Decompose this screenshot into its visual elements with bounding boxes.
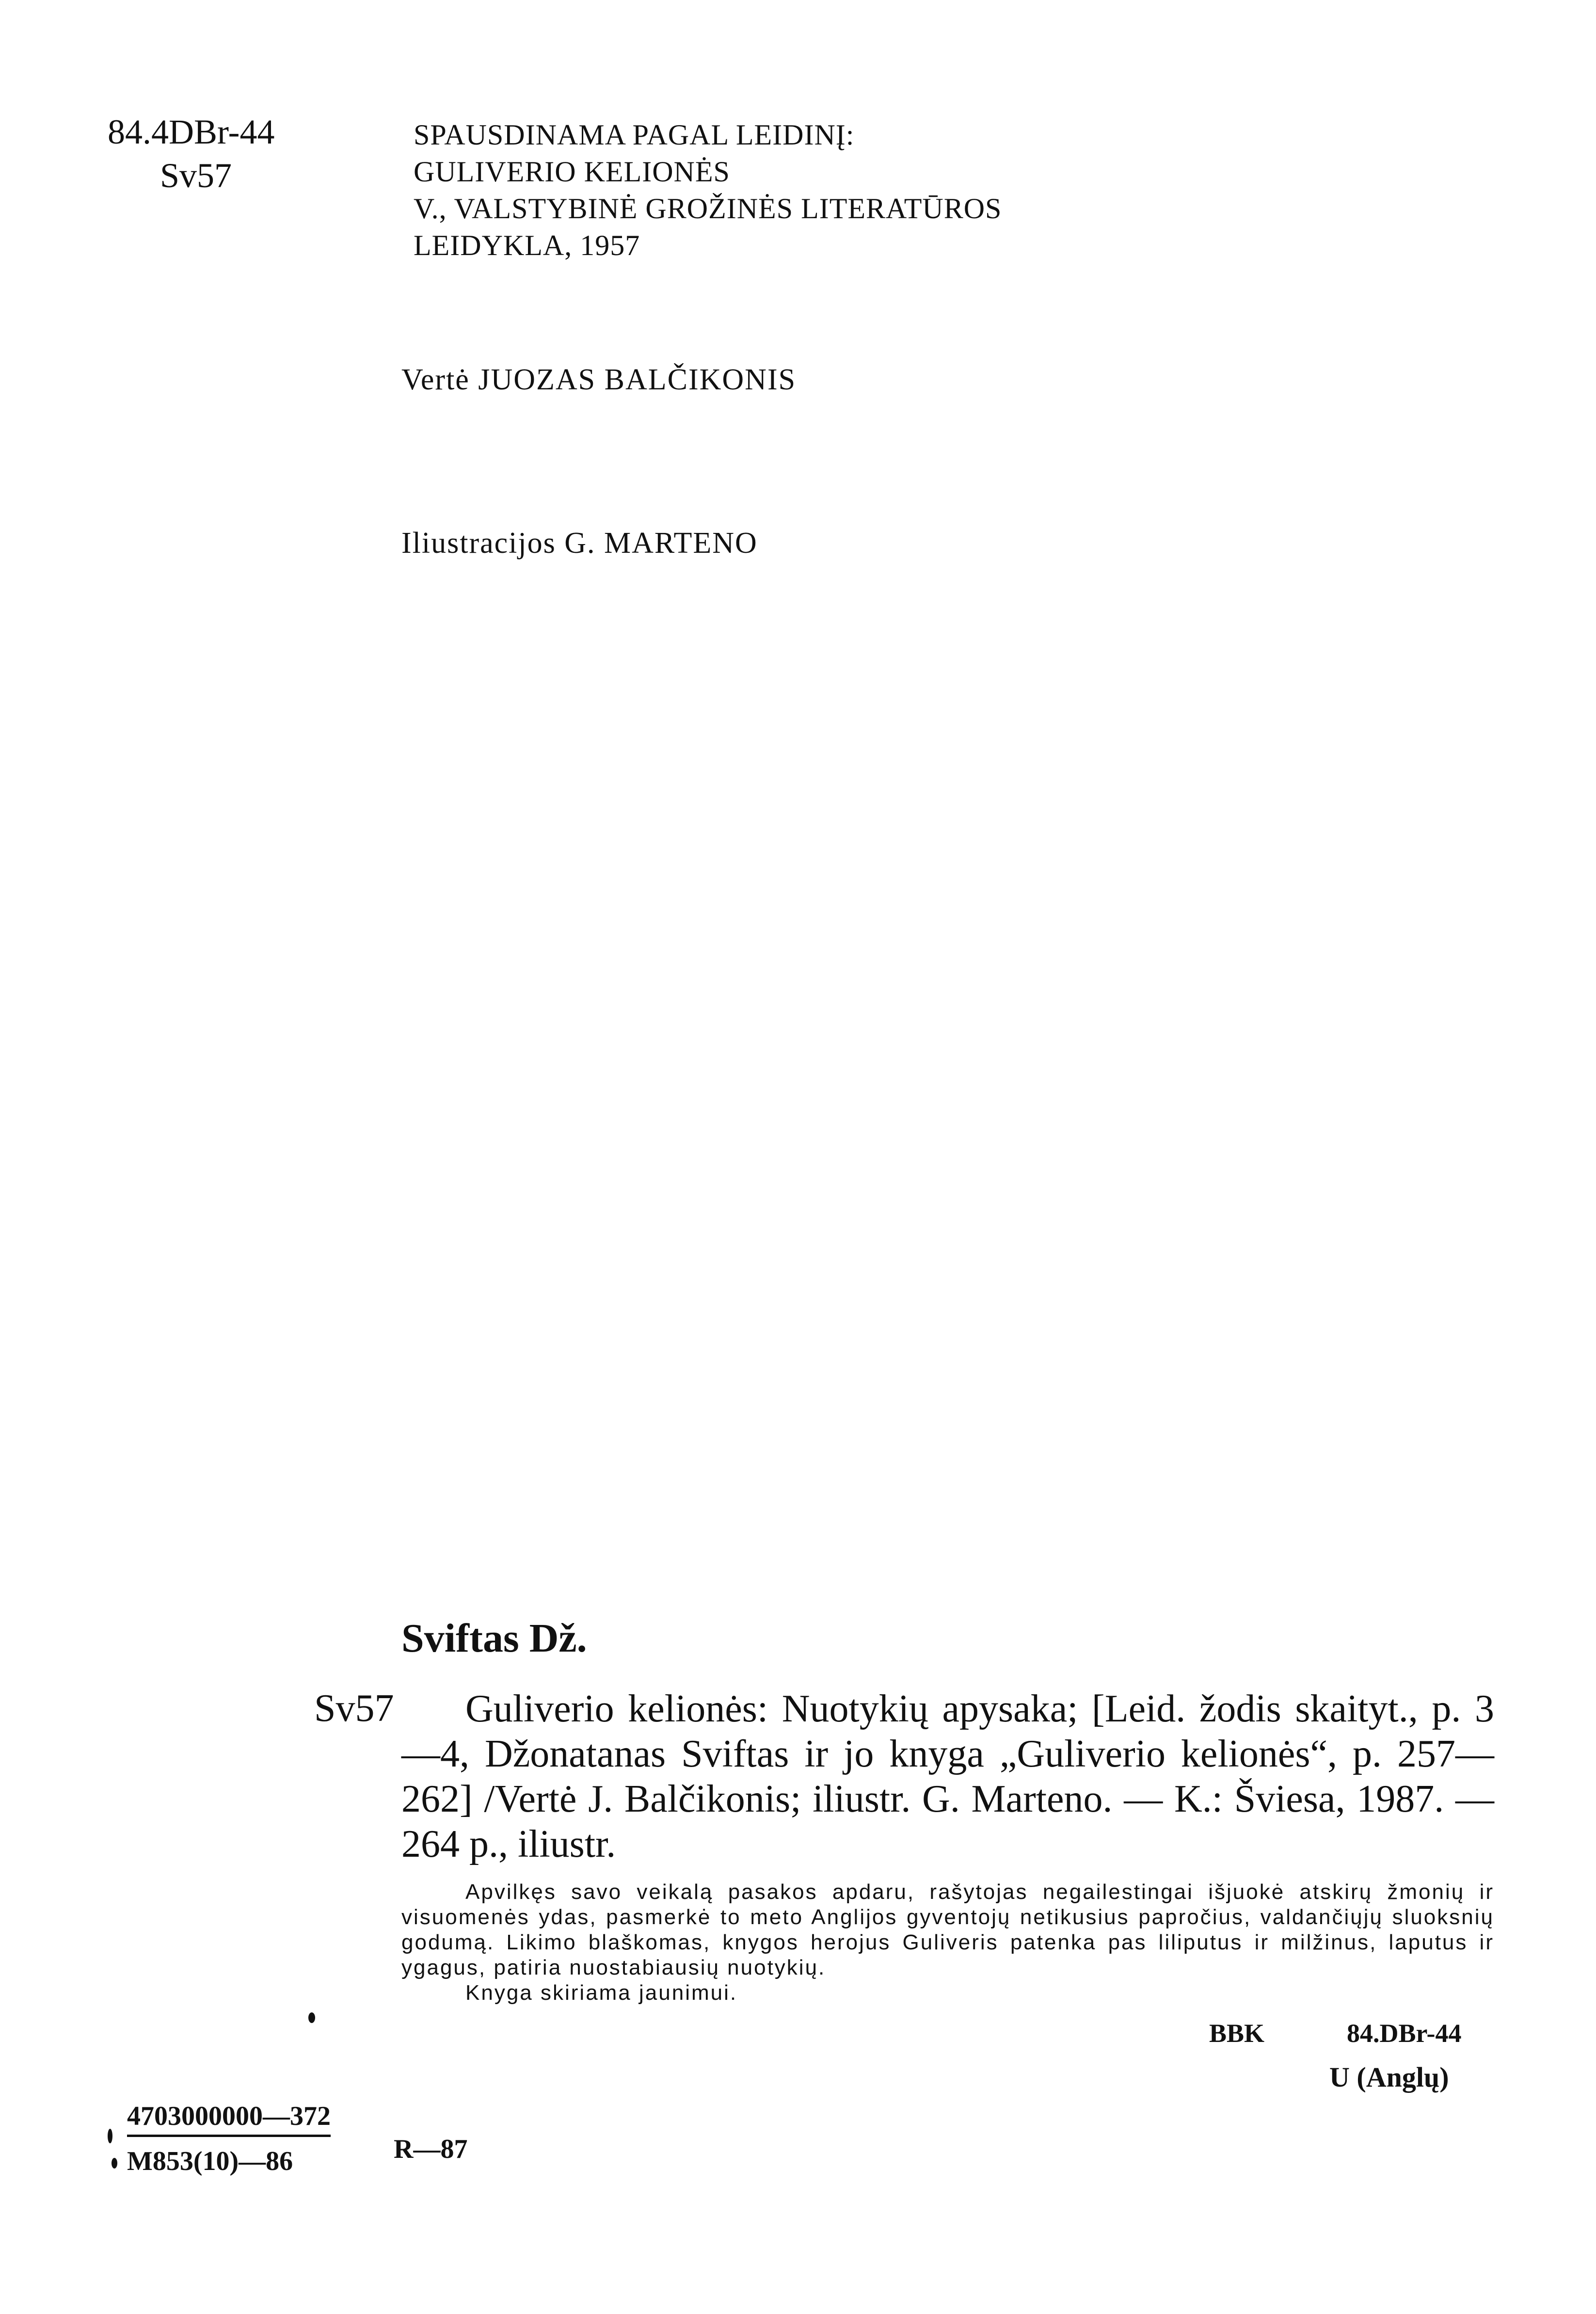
print-speck: [108, 2129, 112, 2143]
annotation-text: Apvilkęs savo veikalą pasakos apdaru, rašytojas negailestingai išjuokė atskirų žmonių ir visuomenės ydas, pasmerkė to meto Anglijos gyventojų netikusius papročius, valdančiųjų sluoksnių godumą. Likimo blaškomas, knygos herojus Guliveris patenka pas liliputus ir milžinus, laputus ir ygagus, patiria nuostabiausių nuotykių.: [401, 1880, 1494, 1979]
index-denominator: M853(10)—86: [127, 2146, 293, 2176]
index-numerator: 4703000000—372: [127, 2101, 331, 2137]
imprint-line: V., VALSTYBINĖ GROŽINĖS LITERATŪROS: [414, 193, 1002, 225]
imprint-line: SPAUSDINAMA PAGAL LEIDINĮ:: [414, 119, 855, 151]
catalog-author: Sviftas Dž.: [401, 1616, 587, 1661]
bbk-language: U (Anglų): [1329, 2061, 1449, 2093]
catalog-description-block: [401, 1687, 1494, 1867]
print-speck: [112, 2158, 117, 2169]
classification-code: 84.4DBr-44: [108, 112, 275, 151]
catalog-description: Guliverio kelionės: Nuotykių apysaka; [Leid. žodis skaityt., p. 3—4, Džonatanas Sviftas ir jo knyga „Guliverio kelionės“, p. 257—262] /Vertė J. Balčikonis; iliustr. G. Marteno. — K.: Šviesa, 1987. — 264 p., iliustr.: [401, 1687, 1494, 1865]
author-sign: Sv57: [160, 156, 232, 195]
annotation-block: [401, 1880, 1494, 2006]
imprint-line: LEIDYKLA, 1957: [414, 229, 640, 261]
audience-note: Knyga skiriama jaunimui.: [465, 1981, 738, 2005]
bbk-code: 84.DBr-44: [1347, 2019, 1462, 2048]
illustrator-credit: Iliustracijos G. MARTENO: [401, 527, 758, 560]
print-speck: [308, 2012, 315, 2023]
catalog-code: Sv57: [314, 1687, 394, 1730]
index-suffix: R—87: [394, 2134, 468, 2164]
bbk-label: BBK: [1209, 2019, 1265, 2048]
translator-credit: Vertė JUOZAS BALČIKONIS: [401, 363, 797, 396]
imprint-line: GULIVERIO KELIONĖS: [414, 156, 730, 188]
imprint-block: [414, 116, 1002, 264]
